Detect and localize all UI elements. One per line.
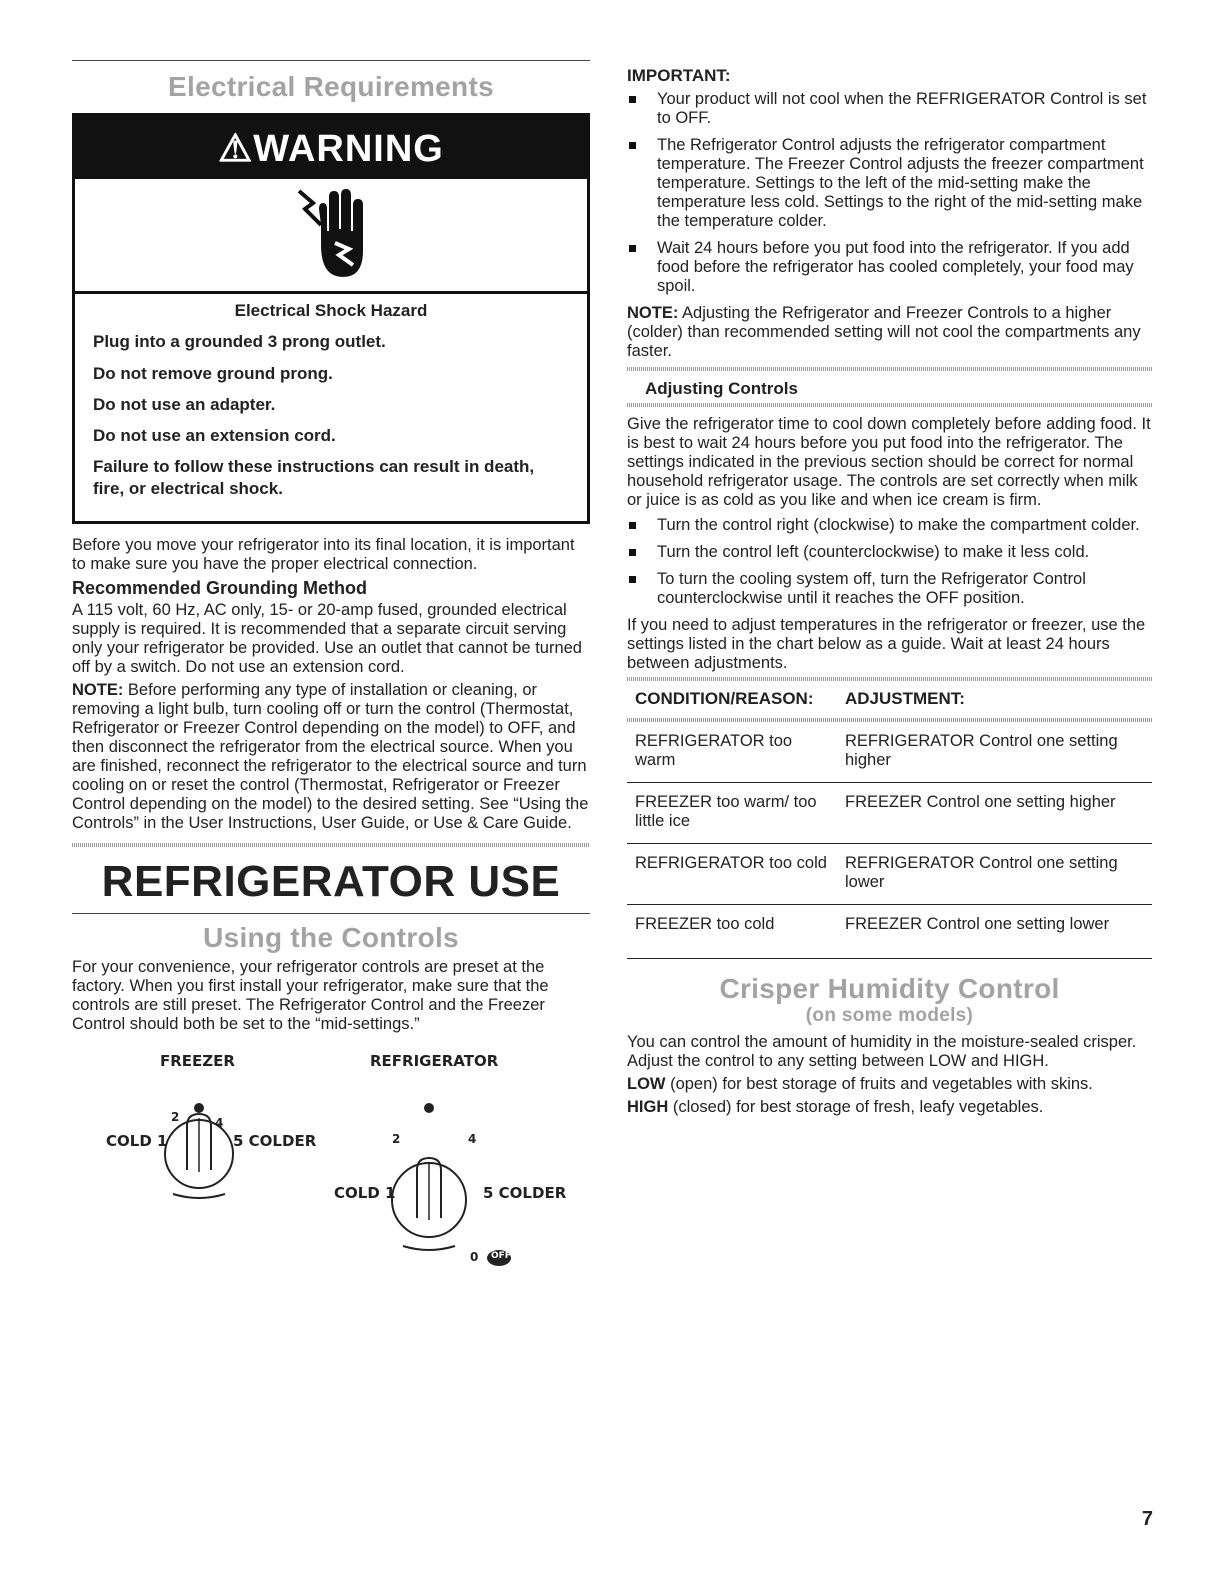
- important-bullet: Wait 24 hours before you put food into the refrigerator. If you add food before the refrigerator has cooled completely, your food may spoil.: [627, 239, 1152, 296]
- refrigerator-use-title: REFRIGERATOR USE: [101, 856, 561, 906]
- right-note-paragraph: [627, 304, 1152, 361]
- important-bullet: The Refrigerator Control adjusts the refrigerator compartment temperature. The Freezer Control adjusts the freezer compartment temperature. Settings to the left of the mid-setting make the temperature less cold. Settings to the right of the mid-setting make the temperature colder.: [627, 136, 1152, 231]
- adjustment-cell: REFRIGERATOR Control one setting lower: [837, 844, 1152, 905]
- controls-paragraph: For your convenience, your refrigerator controls are preset at the factory. When you first install your refrigerator, make sure that the controls are still preset. The Refrigerator Control and the Freezer Control should both be set to the “mid-settings.”: [72, 957, 549, 1033]
- electrical-requirements-title: Electrical Requirements: [168, 71, 494, 102]
- adjustment-cell: FREEZER Control one setting higher: [837, 783, 1152, 844]
- adjusting-paragraph: Give the refrigerator time to cool down completely before adding food. It is best to wait 24 hours before you put food into the refrigerator. The settings indicated in the previous section should be correct for normal household refrigerator usage. The controls are set correctly when milk or juice is as cold as you like and when ice cream is firm.: [627, 415, 1151, 509]
- left-column: [72, 60, 590, 1288]
- grounding-paragraph: A 115 volt, 60 Hz, AC only, 15- or 20-amp fused, grounded electrical supply is required. It is recommended that a separate circuit serving only your refrigerator be provided. Use an outlet that cannot be turned off by a switch. Do not use an extension cord.: [72, 600, 582, 676]
- hazard-title: Electrical Shock Hazard: [234, 301, 428, 320]
- table-row: [627, 844, 1152, 905]
- note-text: Before performing any type of installation or cleaning, or removing a light bulb, turn cooling off or turn the control (Thermostat, Refrigerator or Freezer Control depending on the model) to OFF, and then disconnect the refrigerator from the electrical source. When you are finished, reconnect the refrigerator to the electrical source and turn cooling on or reset the control (Thermostat, Refrigerator or Freezer Control depending on the model) to the desired setting. See “Using the Controls” in the User Instructions, User Guide, or Use & Care Guide.: [72, 680, 589, 832]
- low-label: LOW: [627, 1075, 666, 1093]
- table-row: [627, 783, 1152, 844]
- freezer-colder-label: 5 COLDER: [233, 1131, 317, 1150]
- table-row: [627, 905, 1152, 959]
- freezer-dial-label: FREEZER: [160, 1051, 235, 1070]
- adjusting-bullet: Turn the control left (counterclockwise) to make it less cold.: [627, 543, 1152, 562]
- low-paragraph: [627, 1075, 1152, 1094]
- section-rule: [72, 913, 590, 914]
- note-label: NOTE:: [72, 680, 124, 699]
- high-text: (closed) for best storage of fresh, leafy vegetables.: [668, 1098, 1044, 1116]
- warning-box: [72, 113, 590, 524]
- warning-line: Failure to follow these instructions can result in death, fire, or electrical shock.: [93, 457, 535, 498]
- condition-cell: FREEZER too cold: [627, 905, 837, 959]
- freezer-cold-label: COLD 1: [106, 1131, 168, 1150]
- right-note-text: Adjusting the Refrigerator and Freezer Controls to a higher (colder) than recommended setting will not cool the compartments any faster.: [627, 304, 1141, 360]
- refrigerator-colder-label: 5 COLDER: [483, 1183, 567, 1202]
- adjusting-controls-heading: Adjusting Controls: [645, 379, 798, 398]
- low-text: (open) for best storage of fruits and vegetables with skins.: [665, 1075, 1093, 1093]
- right-note-label: NOTE:: [627, 304, 679, 322]
- condition-cell: REFRIGERATOR too warm: [627, 722, 837, 783]
- high-paragraph: [627, 1098, 1152, 1117]
- adjustment-cell: FREEZER Control one setting lower: [837, 905, 1152, 959]
- control-dials-figure: [72, 1038, 590, 1288]
- refrigerator-setting-0: 0: [470, 1249, 479, 1264]
- refrigerator-setting-2: 2: [392, 1131, 401, 1146]
- freezer-setting-4: 4: [215, 1115, 224, 1130]
- top-rule: [72, 60, 590, 61]
- electric-shock-hand-icon: [75, 179, 587, 294]
- table-header-row: [627, 681, 1152, 718]
- intro-paragraph: Before you move your refrigerator into its final location, it is important to make sure you have the proper electrical connection.: [72, 535, 575, 573]
- crisper-subtitle: (on some models): [805, 1005, 974, 1026]
- grounding-heading: Recommended Grounding Method: [72, 577, 367, 598]
- condition-cell: REFRIGERATOR too cold: [627, 844, 837, 905]
- important-label: IMPORTANT:: [627, 66, 731, 85]
- condition-cell: FREEZER too warm/ too little ice: [627, 783, 837, 844]
- warning-line: Do not remove ground prong.: [93, 363, 333, 383]
- crisper-title: Crisper Humidity Control: [719, 973, 1060, 1004]
- important-bullet: Your product will not cool when the REFRIGERATOR Control is set to OFF.: [627, 90, 1152, 128]
- off-badge: OFF: [491, 1250, 511, 1261]
- page-number: 7: [1141, 1508, 1153, 1530]
- refrigerator-cold-label: COLD 1: [334, 1183, 396, 1202]
- adjusting-bullet: Turn the control right (clockwise) to make the compartment colder.: [627, 516, 1152, 535]
- warning-line: Plug into a grounded 3 prong outlet.: [93, 332, 386, 352]
- warning-line: Do not use an adapter.: [93, 394, 276, 414]
- refrigerator-setting-4: 4: [468, 1131, 477, 1146]
- freezer-setting-2: 2: [171, 1109, 180, 1124]
- refrigerator-dial-label: REFRIGERATOR: [370, 1051, 499, 1070]
- header-condition: CONDITION/REASON:: [635, 689, 814, 708]
- hatched-divider: [72, 843, 590, 847]
- note-paragraph: [72, 681, 590, 833]
- adjustment-cell: REFRIGERATOR Control one setting higher: [837, 722, 1152, 783]
- using-controls-title: Using the Controls: [203, 921, 459, 953]
- hatched-divider: [627, 403, 1152, 407]
- right-column: [627, 60, 1152, 1121]
- dials-drawing: [72, 1078, 590, 1288]
- adjust-paragraph-2: If you need to adjust temperatures in the refrigerator or freezer, use the settings listed in the chart below as a guide. Wait at least 24 hours between adjustments.: [627, 616, 1146, 672]
- warning-header: ⚠WARNING: [75, 116, 587, 179]
- warning-line: Do not use an extension cord.: [93, 426, 336, 445]
- header-adjustment: ADJUSTMENT:: [845, 689, 965, 708]
- table-row: [627, 722, 1152, 783]
- crisper-paragraph: You can control the amount of humidity in the moisture-sealed crisper. Adjust the control to any setting between LOW and HIGH.: [627, 1033, 1137, 1070]
- adjusting-bullet: To turn the cooling system off, turn the Refrigerator Control counterclockwise until it reaches the OFF position.: [627, 570, 1152, 608]
- adjustment-table: [627, 681, 1152, 959]
- high-label: HIGH: [627, 1098, 669, 1116]
